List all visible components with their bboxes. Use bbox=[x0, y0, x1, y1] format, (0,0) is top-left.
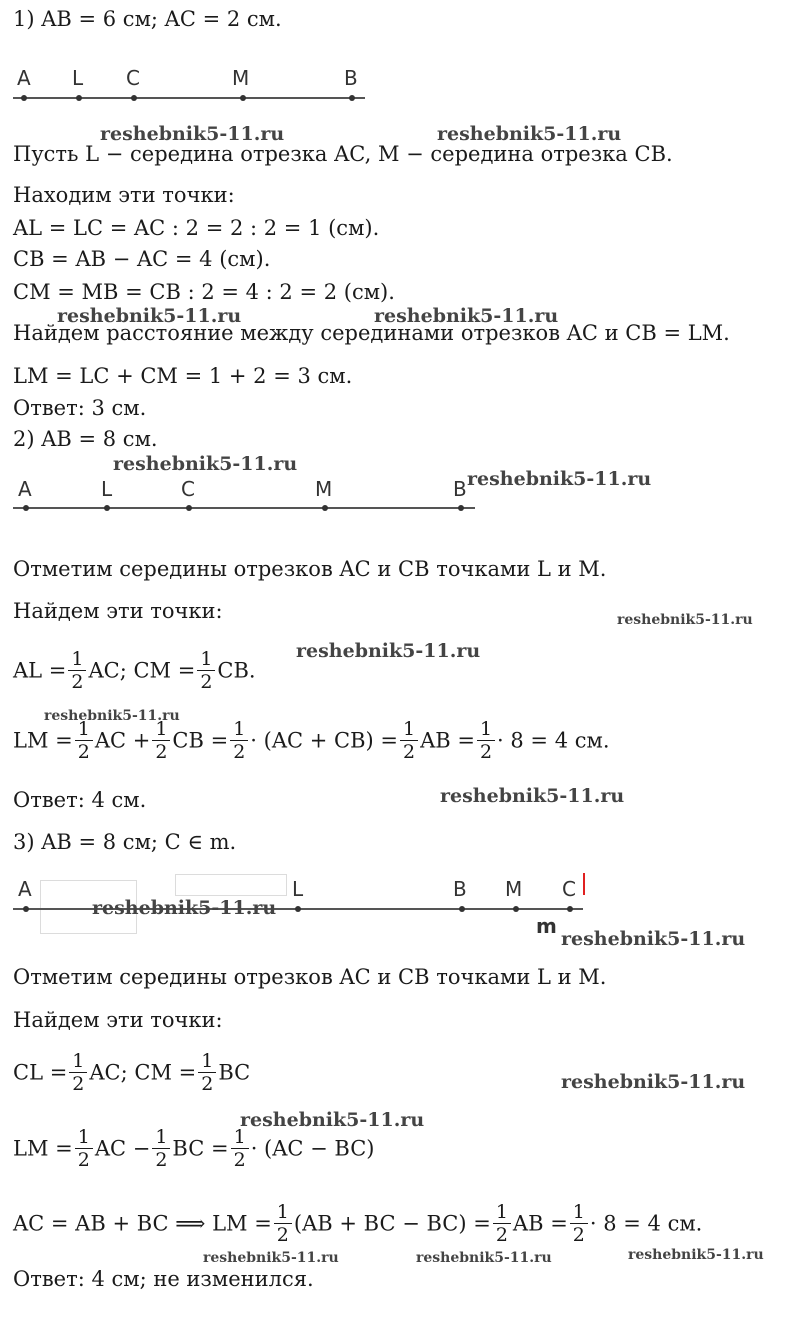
watermark: reshebnik5-11.ru bbox=[92, 897, 277, 919]
point-label-b: B bbox=[344, 66, 358, 90]
part2-line1: Отметим середины отрезков AC и CB точками L и M. bbox=[13, 557, 607, 581]
part3-answer: Ответ: 4 см; не изменился. bbox=[13, 1267, 314, 1291]
part1-answer: Ответ: 3 см. bbox=[13, 396, 147, 420]
point-label-c: C bbox=[562, 877, 576, 901]
watermark: reshebnik5-11.ru bbox=[628, 1247, 764, 1263]
line-label-m: m bbox=[536, 914, 557, 938]
watermark: reshebnik5-11.ru bbox=[44, 708, 180, 724]
watermark: reshebnik5-11.ru bbox=[113, 453, 298, 475]
watermark: reshebnik5-11.ru bbox=[100, 123, 285, 145]
point-label-l: L bbox=[101, 477, 113, 501]
point-label-m: M bbox=[232, 66, 250, 90]
point-label-m: M bbox=[505, 877, 523, 901]
watermark: reshebnik5-11.ru bbox=[561, 928, 746, 950]
watermark: reshebnik5-11.ru bbox=[467, 468, 652, 490]
part3-formula-3: AC = AB + BC ⟹ LM = $\frac{1}{2}$ (AB + BC − BC) = $\frac{1}{2}$ AB = $\frac{1}{2}$ · 8 = 4 см. bbox=[13, 1201, 703, 1246]
watermark: reshebnik5-11.ru bbox=[440, 785, 625, 807]
part2-answer: Ответ: 4 см. bbox=[13, 788, 147, 812]
point-label-a: A bbox=[18, 877, 32, 901]
cursor-mark bbox=[583, 873, 585, 895]
part3-formula-2: LM = $\frac{1}{2}$ AC − $\frac{1}{2}$ BC = $\frac{1}{2}$ · (AC − BC) bbox=[13, 1126, 375, 1171]
point-label-b: B bbox=[453, 477, 467, 501]
watermark: reshebnik5-11.ru bbox=[416, 1250, 552, 1266]
part1-line2: Находим эти точки: bbox=[13, 183, 235, 207]
part2-formula-2: LM = $\frac{1}{2}$ AC + $\frac{1}{2}$ CB = $\frac{1}{2}$ · (AC + CB) = $\frac{1}{2}$ AB = $\frac{1}{2}$ · 8 = 4 см. bbox=[13, 718, 610, 763]
point-label-a: A bbox=[18, 477, 32, 501]
part3-line1: Отметим середины отрезков AC и CB точками L и M. bbox=[13, 965, 607, 989]
watermark: reshebnik5-11.ru bbox=[437, 123, 622, 145]
watermark: reshebnik5-11.ru bbox=[240, 1109, 425, 1131]
watermark: reshebnik5-11.ru bbox=[203, 1250, 339, 1266]
part3-line2: Найдем эти точки: bbox=[13, 1008, 223, 1032]
part1-line4: CB = AB − AC = 4 (см). bbox=[13, 247, 271, 271]
part1-line7: LM = LC + CM = 1 + 2 = 3 см. bbox=[13, 364, 353, 388]
point-label-b: B bbox=[453, 877, 467, 901]
point-label-l: L bbox=[72, 66, 84, 90]
point-label-a: A bbox=[17, 66, 31, 90]
watermark: reshebnik5-11.ru bbox=[296, 640, 481, 662]
part1-header: 1) AB = 6 см; AC = 2 см. bbox=[13, 7, 282, 31]
point-label-c: C bbox=[181, 477, 195, 501]
point-label-c: C bbox=[126, 66, 140, 90]
part1-line1: Пусть L − середина отрезка AC, M − середина отрезка CB. bbox=[13, 142, 673, 166]
part2-header: 2) AB = 8 см. bbox=[13, 427, 158, 451]
watermark: reshebnik5-11.ru bbox=[57, 305, 242, 327]
part1-line3: AL = LC = AC : 2 = 2 : 2 = 1 (см). bbox=[13, 216, 380, 240]
watermark: reshebnik5-11.ru bbox=[374, 305, 559, 327]
part2-line2: Найдем эти точки: bbox=[13, 599, 223, 623]
part2-formula-1: AL = $\frac{1}{2}$ AC; CM = $\frac{1}{2}$ CB. bbox=[13, 648, 256, 693]
watermark: reshebnik5-11.ru bbox=[561, 1071, 746, 1093]
point-label-l: L bbox=[292, 877, 304, 901]
part3-formula-1: CL = $\frac{1}{2}$ AC; CM = $\frac{1}{2}$ BC bbox=[13, 1050, 251, 1095]
watermark: reshebnik5-11.ru bbox=[617, 612, 753, 628]
part3-header: 3) AB = 8 см; C ∈ m. bbox=[13, 830, 237, 854]
part1-line5: CM = MB = CB : 2 = 4 : 2 = 2 (см). bbox=[13, 280, 395, 304]
point-label-m: M bbox=[315, 477, 333, 501]
part1-line6: Найдем расстояние между серединами отрезков AC и CB = LM. bbox=[13, 321, 730, 345]
